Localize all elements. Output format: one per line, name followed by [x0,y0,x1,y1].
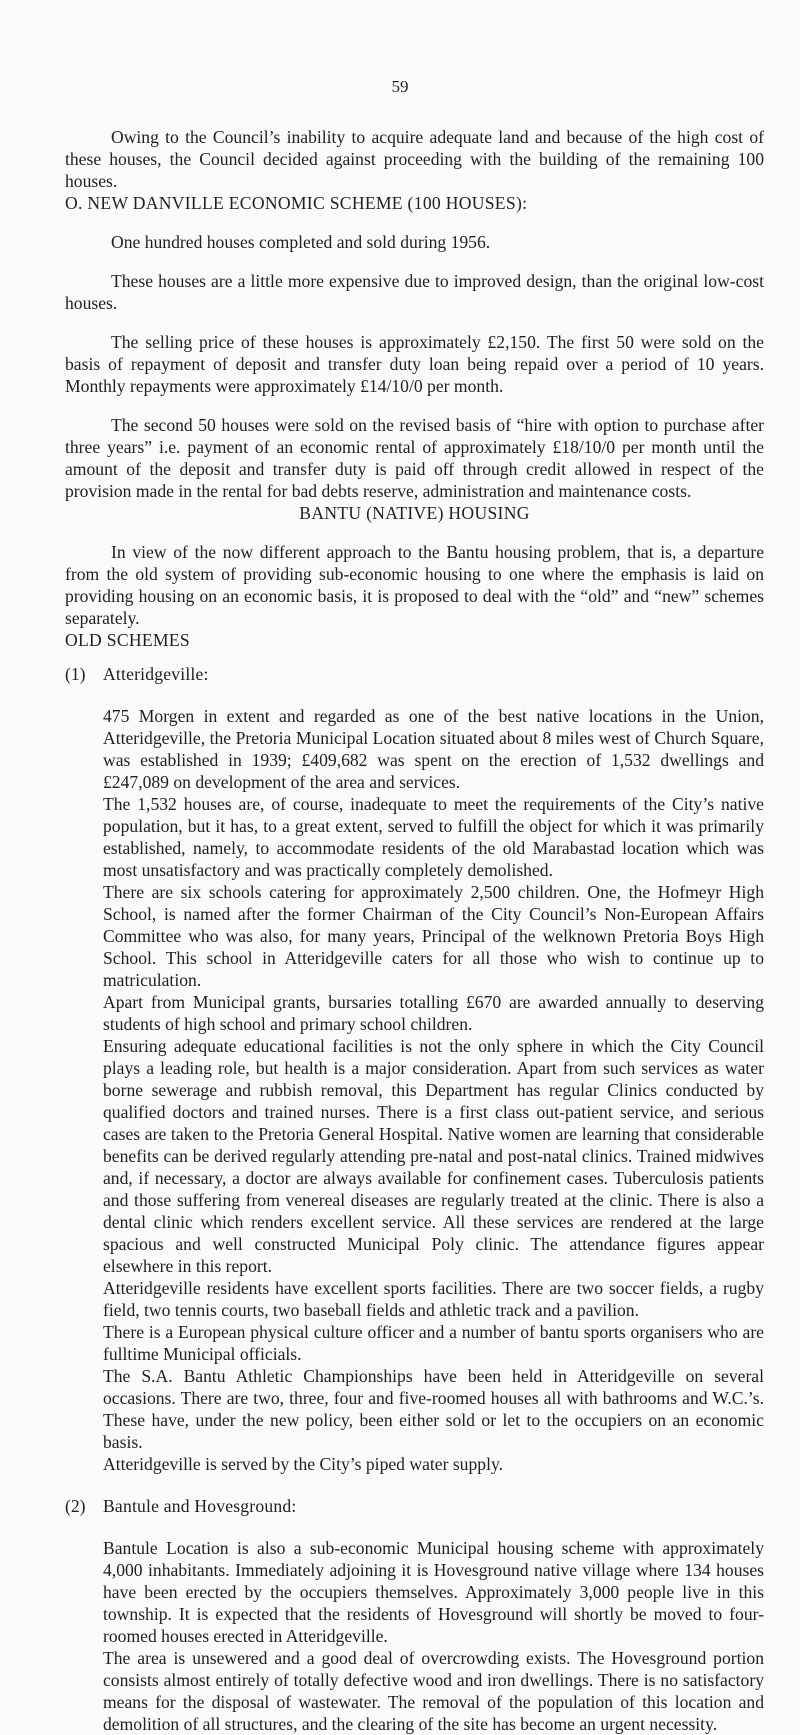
body-paragraph: Apart from Municipal grants, bursaries totalling £670 are awarded annually to deserving students of high school and primary school children. [103,992,764,1034]
atteridgeville-body [103,705,764,1475]
scheme-item-bantule [65,1495,764,1517]
page-number: 59 [391,77,409,96]
body-paragraph: The S.A. Bantu Athletic Championships have been held in Atteridgeville on several occasions. There are two, three, four and five-roomed houses all with bathrooms and W.C.’s. These have, under the new policy, been either sold or let to the occupiers on an economic basis. [103,1366,764,1452]
scheme-item-atteridgeville [65,663,764,685]
bantu-housing-heading: BANTU (NATIVE) HOUSING [299,503,530,523]
body-paragraph: The area is unsewered and a good deal of overcrowding exists. The Hovesground portion consists almost entirely of totally defective wood and iron dwellings. There is no satisfactory means for the disposal of wastewater. The removal of the population of this location and demolition of all structures, and the clearing of the site has become an urgent necessity. [103,1648,764,1734]
section-o-heading: O. NEW DANVILLE ECONOMIC SCHEME (100 HOUSES): [65,193,528,213]
section-o-paragraph: One hundred houses completed and sold during 1956. [111,232,491,252]
item-title: Atteridgeville: [103,664,209,684]
old-schemes-heading: OLD SCHEMES [65,630,191,650]
bantu-intro-paragraph: In view of the now different approach to the Bantu housing problem, that is, a departure from the old system of providing sub-economic housing to one where the emphasis is laid on providing housing on an economic basis, it is proposed to deal with the “old” and “new” schemes separately. [65,542,764,628]
section-o-paragraph: The second 50 houses were sold on the revised basis of “hire with option to purchase after three years” i.e. payment of an economic rental of approximately £18/10/0 per month until the amount of the deposit and transfer duty is paid off through credit allowed in respect of the provision made in the rental for bad debts reserve, administration and maintenance costs. [65,415,764,501]
body-paragraph: There are six schools catering for approximately 2,500 children. One, the Hofmeyr High School, is named after the former Chairman of the City Council’s Non-European Affairs Committee who was also, for many years, Principal of the welknown Pretoria Boys High School. This school in Atteridgeville caters for all those who wish to continue up to matriculation. [103,882,764,990]
item-title: Bantule and Hovesground: [103,1496,297,1516]
body-paragraph: Atteridgeville is served by the City’s piped water supply. [103,1454,504,1474]
body-paragraph: Ensuring adequate educational facilities is not the only sphere in which the City Council plays a leading role, but health is a major consideration. Apart from such services as water borne sewerage and rubbish removal, this Department has regular Clinics conducted by qualified doctors and trained nurses. There is a first class out-patient service, and serious cases are taken to the Pretoria General Hospital. Native women are learning that considerable benefits can be derived regularly attending pre-natal and post-natal clinics. Trained midwives and, if necessary, a doctor are always available for confinement cases. Tuberculosis patients and those suffering from venereal diseases are regularly treated at the clinic. There is also a dental clinic which renders excellent service. All these services are rendered at the large spacious and well constructed Municipal Poly clinic. The attendance figures appear elsewhere in this report. [103,1036,764,1276]
body-paragraph: The 1,532 houses are, of course, inadequate to meet the requirements of the City’s native population, but it has, to a great extent, served to fulfill the object for which it was primarily established, namely, to accommodate residents of the old Marabastad location which was most unsatisfactory and was practically completely demolished. [103,794,764,880]
body-paragraph: 475 Morgen in extent and regarded as one of the best native locations in the Union, Atteridgeville, the Pretoria Municipal Location situated about 8 miles west of Church Square, was established in 1939; £409,682 was spent on the erection of 1,532 dwellings and £247,089 on development of the area and services. [103,706,764,792]
body-paragraph: There is a European physical culture officer and a number of bantu sports organisers who are fulltime Municipal officials. [103,1322,764,1364]
bantule-body [103,1537,764,1735]
body-paragraph: Bantule Location is also a sub-economic Municipal housing scheme with approximately 4,000 inhabitants. Immediately adjoining it is Hovesground native village where 134 houses have been erected by the occupiers themselves. Approximately 3,000 people live in this township. It is expected that the residents of Hovesground will shortly be moved to four-roomed houses erected in Atteridgeville. [103,1538,764,1646]
item-number: (1) [65,664,86,684]
section-o-paragraph: These houses are a little more expensive due to improved design, than the original low-cost houses. [65,271,764,313]
intro-paragraph: Owing to the Council’s inability to acquire adequate land and because of the high cost of these houses, the Council decided against proceeding with the building of the remaining 100 houses. [65,127,764,191]
section-o-paragraph: The selling price of these houses is approximately £2,150. The first 50 were sold on the basis of repayment of deposit and transfer duty loan being repaid over a period of 10 years. Monthly repayments were approximately £14/10/0 per month. [65,332,764,396]
body-paragraph: Atteridgeville residents have excellent sports facilities. There are two soccer fields, a rugby field, two tennis courts, two baseball fields and athletic track and a pavilion. [103,1278,764,1320]
page-content [65,126,764,1735]
item-number: (2) [65,1496,86,1516]
